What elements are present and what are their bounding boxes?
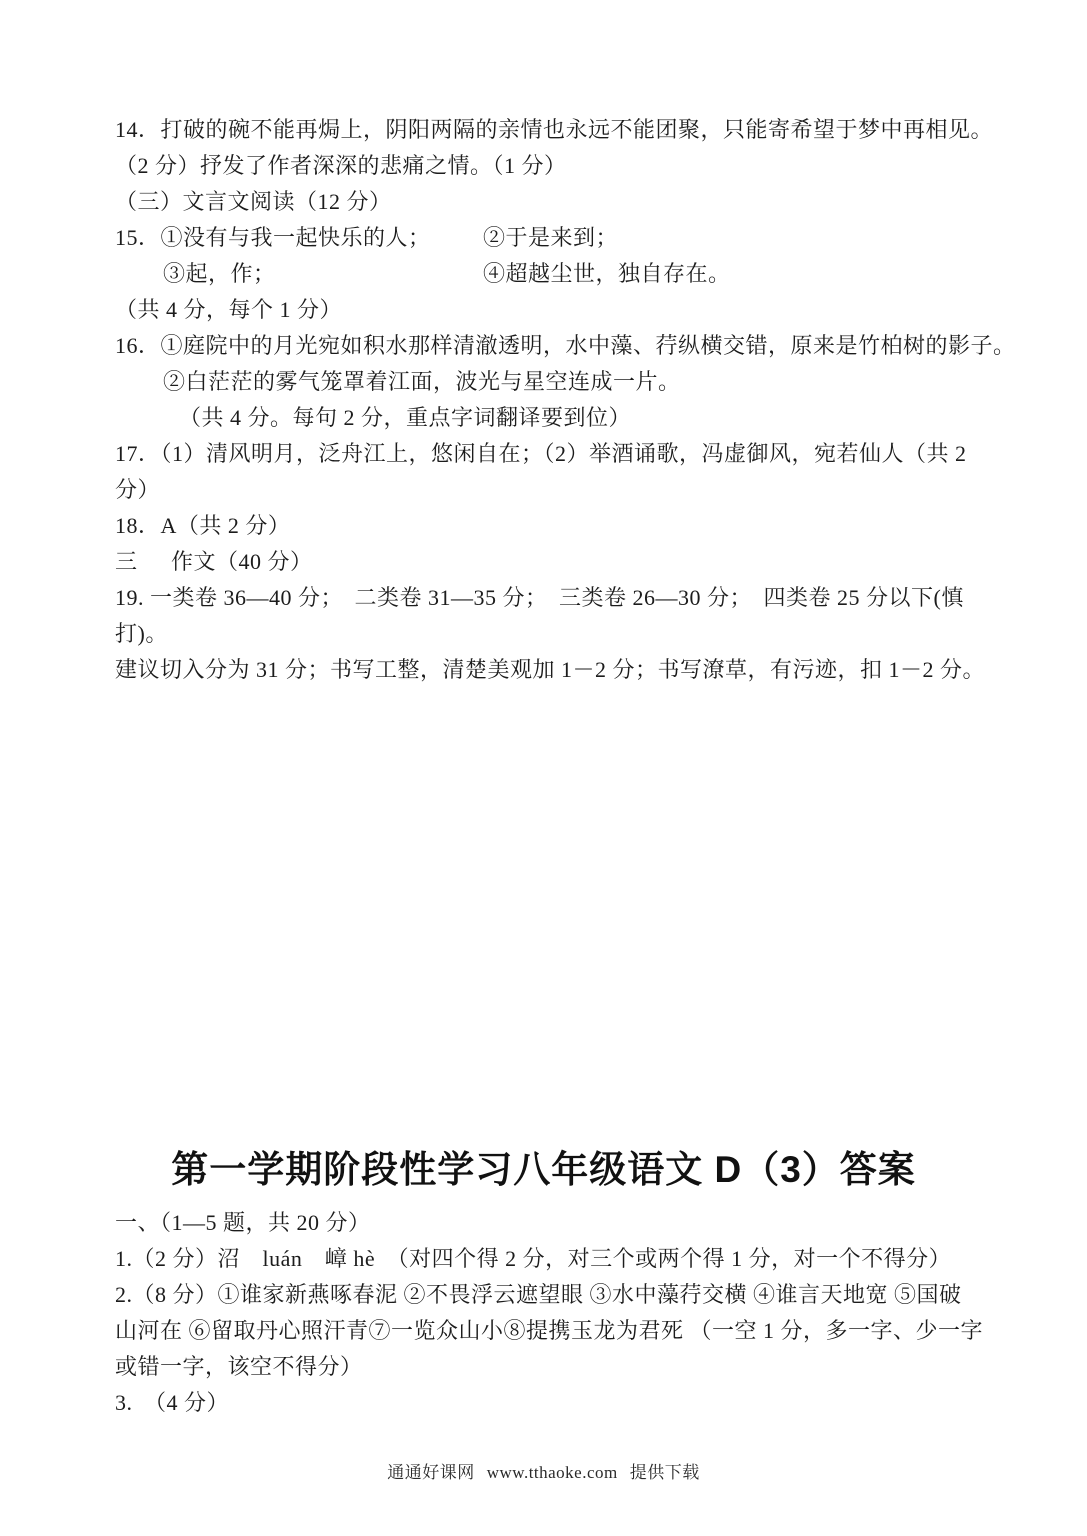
page-footer: [0, 1458, 1087, 1483]
line-q19-grading: 19. 一类卷 36—40 分； 二类卷 31—35 分； 三类卷 26—30 分； 四类卷 25 分以下(慎: [115, 585, 964, 610]
footer-site-name: 通通好课网: [387, 1463, 475, 1482]
line-q2-answer-cont2: 或错一字，该空不得分）: [115, 1354, 363, 1379]
q15-answer-2: ②于是来到；: [483, 225, 619, 250]
q15-answer-4: ④超越尘世，独自存在。: [483, 261, 731, 286]
line-q2-answer: 2.（8 分）①谁家新燕啄春泥 ②不畏浮云遮望眼 ③水中藻荇交横 ④谁言天地宽 ⑤国破: [115, 1282, 962, 1307]
line-q17-answer-cont: 分）: [115, 477, 161, 502]
line-q16-answer-1: 16．①庭院中的月光宛如积水那样清澈透明，水中藻、荇纵横交错，原来是竹柏树的影子。: [115, 333, 1016, 358]
line-essay-section-heading: [115, 544, 995, 580]
line-q14-answer: 14．打破的碗不能再焗上，阴阳两隔的亲情也永远不能团聚，只能寄希望于梦中再相见。: [115, 117, 994, 142]
q15-answer-3: ③起，作；: [163, 261, 276, 286]
line-q3-answer: 3. （4 分）: [115, 1390, 230, 1415]
line-q2-answer-cont1: 山河在 ⑥留取丹心照汗青⑦一览众山小⑧提携玉龙为君死 （一空 1 分，多一字、少一字: [115, 1318, 984, 1343]
grading-notes-section: [115, 112, 1016, 688]
line-q17-answer: 17．（1）清风明月，泛舟江上，悠闲自在；（2）举酒诵歌，冯虚御风，宛若仙人（共 2: [115, 441, 967, 466]
essay-section-title: 作文（40 分）: [171, 549, 313, 574]
line-q19-advice: 建议切入分为 31 分；书写工整，清楚美观加 1－2 分；书写潦草，有污迹，扣 1－2 分。: [115, 657, 986, 682]
line-part1-heading: 一、（1—5 题，共 20 分）: [115, 1210, 371, 1235]
footer-url: www.tthaoke.com: [486, 1463, 618, 1482]
line-q15-score: （共 4 分，每个 1 分）: [115, 297, 343, 322]
essay-section-number: 三: [115, 549, 138, 574]
answer-key-section: [115, 1205, 995, 1421]
line-q16-answer-2: ②白茫茫的雾气笼罩着江面，波光与星空连成一片。: [163, 369, 681, 394]
line-q19-grading-cont: 打)。: [115, 621, 168, 646]
line-q16-score: （共 4 分。每句 2 分，重点字词翻译要到位）: [179, 405, 632, 430]
answer-key-title: 第一学期阶段性学习八年级语文 D（3）答案: [171, 1149, 916, 1190]
line-q14-score: （2 分）抒发了作者深深的悲痛之情。（1 分）: [115, 153, 567, 178]
line-q1-answer: 1.（2 分）沼 luán 嶂 hè （对四个得 2 分，对三个或两个得 1 分，对一个不得分）: [115, 1246, 952, 1271]
line-q18-answer: 18．A（共 2 分）: [115, 513, 291, 538]
footer-suffix: 提供下载: [629, 1463, 700, 1482]
line-q15-row2: [115, 256, 995, 292]
q15-answer-1: 15．①没有与我一起快乐的人；: [115, 225, 431, 250]
line-section3-heading: （三）文言文阅读（12 分）: [115, 189, 392, 214]
line-q15-row1: [115, 220, 995, 256]
